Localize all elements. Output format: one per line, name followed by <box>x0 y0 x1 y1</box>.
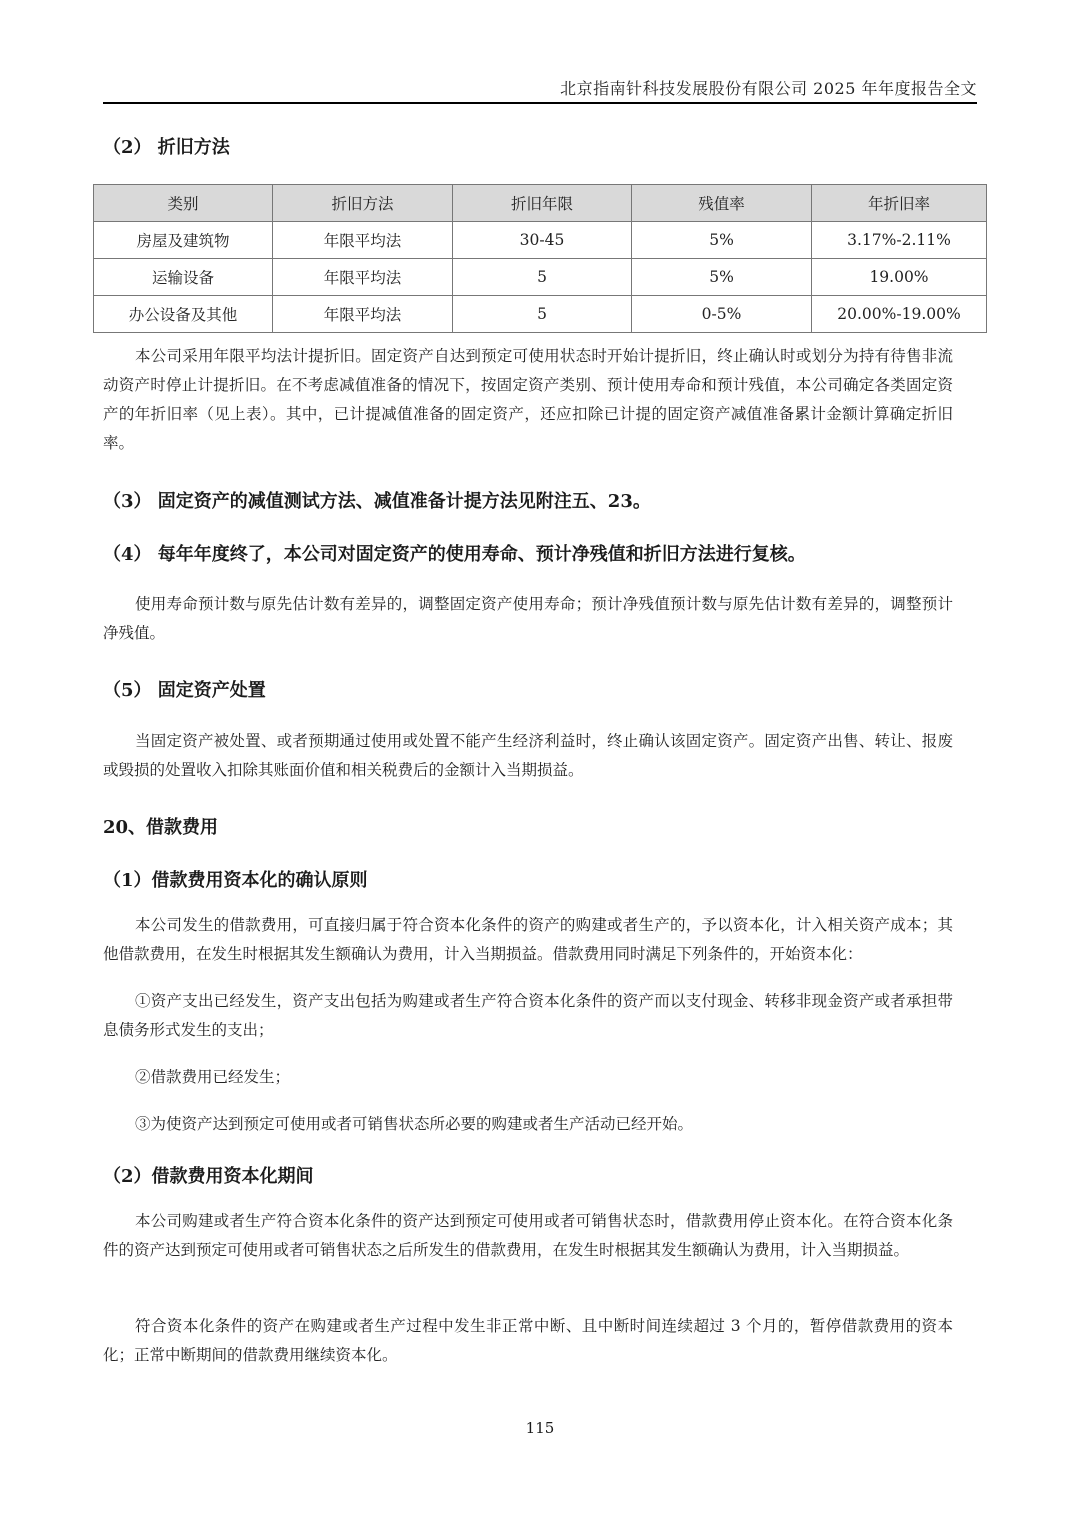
table-cell: 房屋及建筑物 <box>94 222 273 259</box>
table-header-cell: 折旧方法 <box>273 185 453 222</box>
section-4-heading: （4） 每年年度终了，本公司对固定资产的使用寿命、预计净残值和折旧方法进行复核。 <box>103 544 806 565</box>
table-cell: 5 <box>453 259 632 296</box>
table-cell: 19.00% <box>812 259 987 296</box>
table-header-cell: 类别 <box>94 185 273 222</box>
section-20-2-paragraph-1: 本公司购建或者生产符合资本化条件的资产达到预定可使用或者可销售状态时，借款费用停止资本化。在符合资本化条件的资产达到预定可使用或者可销售状态之后所发生的借款费用，在发生时根据其发生额确认为费用，计入当期损益。 <box>103 1212 953 1259</box>
table-cell: 30-45 <box>453 222 632 259</box>
section-4-paragraph: 使用寿命预计数与原先估计数有差异的，调整固定资产使用寿命；预计净残值预计数与原先估计数有差异的，调整预计净残值。 <box>103 595 953 642</box>
condition-item-1: ①资产支出已经发生，资产支出包括为购建或者生产符合资本化条件的资产而以支付现金、转移非现金资产或者承担带息债务形式发生的支出； <box>103 992 953 1039</box>
table-cell: 0-5% <box>632 296 812 333</box>
section-20-1-heading: （1）借款费用资本化的确认原则 <box>103 870 368 891</box>
section-20-2-heading: （2）借款费用资本化期间 <box>103 1166 314 1187</box>
table-cell: 运输设备 <box>94 259 273 296</box>
table-header-row <box>94 185 987 222</box>
section-2-heading: （2） 折旧方法 <box>103 137 230 158</box>
table-cell: 办公设备及其他 <box>94 296 273 333</box>
table-cell: 年限平均法 <box>273 222 453 259</box>
table-header-cell: 年折旧率 <box>812 185 987 222</box>
page-number: 115 <box>525 1419 555 1437</box>
table-row <box>94 296 987 333</box>
table-cell: 5% <box>632 222 812 259</box>
table-row <box>94 259 987 296</box>
table-cell: 5 <box>453 296 632 333</box>
table-row <box>94 222 987 259</box>
depreciation-paragraph: 本公司采用年限平均法计提折旧。固定资产自达到预定可使用状态时开始计提折旧，终止确认时或划分为持有待售非流动资产时停止计提折旧。在不考虑减值准备的情况下，按固定资产类别、预计使用寿命和预计残值，本公司确定各类固定资产的年折旧率（见上表）。其中，已计提减值准备的固定资产，还应扣除已计提的固定资产减值准备累计金额计算确定折旧率。 <box>103 347 953 452</box>
section-5-heading: （5） 固定资产处置 <box>103 680 266 701</box>
table-cell: 年限平均法 <box>273 296 453 333</box>
table-cell: 5% <box>632 259 812 296</box>
table-cell: 年限平均法 <box>273 259 453 296</box>
page-header: 北京指南针科技发展股份有限公司 2025 年年度报告全文 <box>560 79 977 98</box>
section-5-paragraph: 当固定资产被处置、或者预期通过使用或处置不能产生经济利益时，终止确认该固定资产。固定资产出售、转让、报废或毁损的处置收入扣除其账面价值和相关税费后的金额计入当期损益。 <box>103 732 953 779</box>
table-header-cell: 折旧年限 <box>453 185 632 222</box>
table-header-cell: 残值率 <box>632 185 812 222</box>
section-3-heading: （3） 固定资产的减值测试方法、减值准备计提方法见附注五、23。 <box>103 491 651 512</box>
table-cell: 20.00%-19.00% <box>812 296 987 333</box>
condition-item-3: ③为使资产达到预定可使用或者可销售状态所必要的购建或者生产活动已经开始。 <box>135 1115 694 1133</box>
table-cell: 3.17%-2.11% <box>812 222 987 259</box>
condition-item-2: ②借款费用已经发生； <box>135 1068 291 1086</box>
header-rule <box>103 102 977 104</box>
depreciation-table <box>93 184 987 333</box>
section-20-1-paragraph: 本公司发生的借款费用，可直接归属于符合资本化条件的资产的购建或者生产的，予以资本化，计入相关资产成本；其他借款费用，在发生时根据其发生额确认为费用，计入当期损益。借款费用同时满足下列条件的，开始资本化： <box>103 916 953 963</box>
section-20-heading: 20、借款费用 <box>103 817 219 838</box>
section-20-2-paragraph-2: 符合资本化条件的资产在购建或者生产过程中发生非正常中断、且中断时间连续超过 3 个月的，暂停借款费用的资本化；正常中断期间的借款费用继续资本化。 <box>103 1317 953 1364</box>
